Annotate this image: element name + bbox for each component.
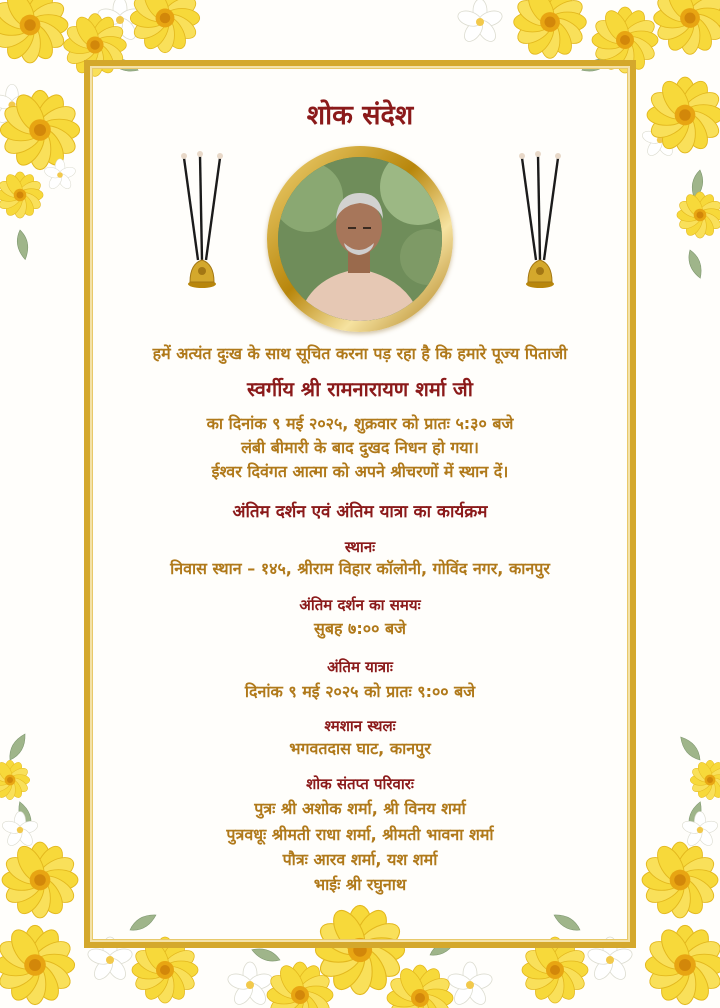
page-title: शोक संदेश	[306, 100, 414, 131]
place-value: निवास स्थान – १४५, श्रीराम विहार कॉलोनी, गोविंद नगर, कानपुर	[170, 559, 550, 578]
yatra-value: दिनांक ९ मई २०२५ को प्रातः ९:०० बजे	[244, 682, 476, 701]
program-heading: अंतिम दर्शन एवं अंतिम यात्रा का कार्यक्रम	[232, 502, 488, 522]
shamshan-value: भगवतदास घाट, कानपुर	[289, 739, 431, 758]
portrait-photo	[278, 157, 442, 321]
intro-line: हमें अत्यंत दुःख के साथ सूचित करना पड़ रहा है कि हमारे पूज्य पिताजी	[152, 344, 568, 363]
darshan-value: सुबह ७:०० बजे	[314, 619, 406, 638]
incense-stand-icon	[510, 150, 574, 295]
illness-line: लंबी बीमारी के बाद दुखद निधन हो गया।	[241, 438, 479, 457]
family-label: शोक संतप्त परिवारः	[306, 775, 414, 793]
family-brother: भाईः श्री रघुनाथ	[313, 875, 407, 894]
incense-stand-icon	[172, 150, 236, 295]
date-line: का दिनांक ९ मई २०२५, शुक्रवार को प्रातः ५:३० बजे	[206, 414, 514, 433]
place-label: स्थानः	[344, 538, 376, 556]
family-sons: पुत्रः श्री अशोक शर्मा, श्री विनय शर्मा	[254, 799, 466, 818]
darshan-label: अंतिम दर्शन का समयः	[299, 596, 421, 614]
prayer-line: ईश्वर दिवंगत आत्मा को अपने श्रीचरणों में स्थान दें।	[211, 462, 509, 481]
family-grandsons: पौत्रः आरव शर्मा, यश शर्मा	[282, 850, 438, 869]
deceased-name: स्वर्गीय श्री रामनारायण शर्मा जी	[247, 377, 473, 401]
yatra-label: अंतिम यात्राः	[327, 658, 393, 676]
family-daughters-in-law: पुत्रवधूः श्रीमती राधा शर्मा, श्रीमती भावना शर्मा	[226, 825, 494, 844]
shamshan-label: श्मशान स्थलः	[324, 717, 396, 735]
